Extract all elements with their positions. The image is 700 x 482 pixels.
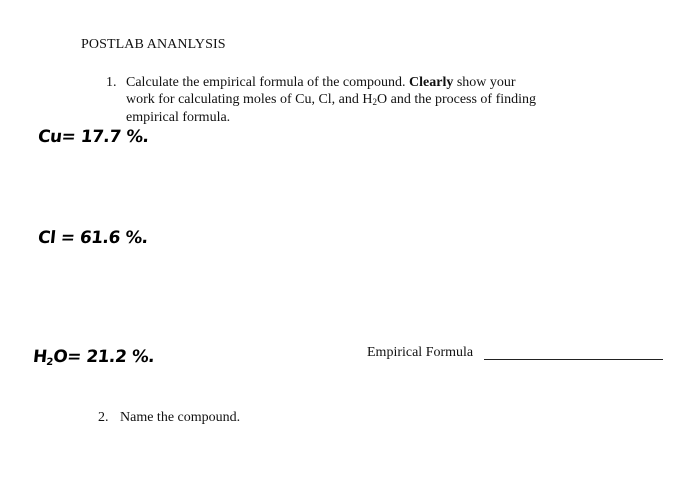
question-2	[98, 410, 240, 427]
question-2-number: 2.	[98, 410, 109, 425]
question-1	[106, 75, 546, 127]
handwritten-cu-percent: Cu= 17.7 %.	[36, 127, 150, 147]
handwritten-cl-percent: Cl = 61.6 %.	[36, 228, 149, 248]
handwritten-h2o-percent	[32, 347, 155, 368]
question-1-text-part-c: O and the process of finding empirical formula.	[126, 91, 537, 125]
question-1-text	[126, 75, 546, 127]
question-1-subscript: 2	[372, 96, 378, 107]
empirical-formula-answer-line[interactable]	[484, 359, 663, 360]
question-1-text-part-b: show your work for calculating moles of Cu, Cl, and H	[126, 75, 516, 107]
page-title: POSTLAB ANANLYSIS	[81, 37, 226, 52]
handwritten-h2o-h: H	[32, 347, 48, 367]
question-1-number: 1.	[106, 75, 117, 90]
empirical-formula-label: Empirical Formula	[367, 345, 474, 360]
question-1-text-part-a: Calculate the empirical formula of the compound.	[126, 75, 410, 90]
handwritten-h2o-subscript: 2	[45, 357, 54, 368]
question-2-text: Name the compound.	[120, 410, 241, 425]
question-1-emphasis: Clearly	[409, 75, 454, 90]
handwritten-h2o-rest: O= 21.2 %.	[52, 347, 156, 367]
